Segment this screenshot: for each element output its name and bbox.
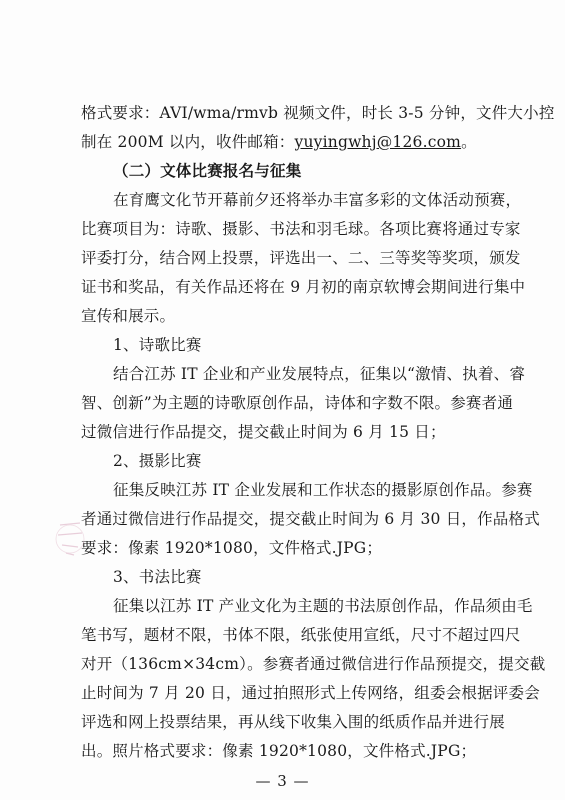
text-segment: 制在 200M 以内，收件邮箱： [81, 133, 295, 151]
paragraph-line: 笔书写，题材不限，书体不限，纸张使用宣纸，尺寸不超过四尺 [81, 626, 521, 644]
paragraph-line: 证书和奖品，有关作品还将在 9 月初的南京软博会期间进行集中 [81, 278, 526, 296]
email-link[interactable]: yuyingwhj@126.com [294, 133, 462, 151]
section-heading: （二）文体比赛报名与征集 [113, 162, 302, 180]
paragraph-line: 比赛项目为：诗歌、摄影、书法和羽毛球。各项比赛将通过专家 [81, 220, 521, 238]
paragraph-line: 智、创新”为主题的诗歌原创作品，诗体和字数不限。参赛者通 [81, 394, 514, 412]
subheading-poetry: 1、诗歌比赛 [113, 336, 202, 354]
subheading-calligraphy: 3、书法比赛 [113, 568, 202, 586]
paragraph-line: 止时间为 7 月 20 日，通过拍照形式上传网络，组委会根据评委会 [81, 684, 540, 702]
paragraph-line: 者通过微信进行作品提交，提交截止时间为 6 月 30 日，作品格式 [81, 510, 540, 528]
paragraph-line: 宣传和展示。 [81, 307, 176, 325]
paragraph-line: 过微信进行作品提交，提交截止时间为 6 月 15 日； [81, 423, 446, 441]
subheading-photography: 2、摄影比赛 [113, 452, 202, 470]
text-segment: 。 [461, 133, 477, 151]
paragraph-line: 评选和网上投票结果，再从线下收集入围的纸质作品并进行展 [81, 713, 505, 731]
paragraph-line: 评委打分，结合网上投票，评选出一、二、三等奖等奖项，颁发 [81, 249, 521, 267]
paragraph-line: 征集以江苏 IT 产业文化为主题的书法原创作品，作品须由毛 [113, 597, 533, 615]
paragraph-line: 征集反映江苏 IT 企业发展和工作状态的摄影原创作品。参赛 [113, 481, 533, 499]
text-line-2 [81, 132, 477, 152]
paragraph-line: 在育鹰文化节开幕前夕还将举办丰富多彩的文体活动预赛， [113, 191, 522, 209]
page-number: — 3 — [255, 772, 310, 790]
paragraph-line: 要求：像素 1920*1080，文件格式.JPG； [81, 539, 383, 557]
paragraph-line: 出。照片格式要求：像素 1920*1080，文件格式.JPG； [81, 742, 477, 760]
seal-stamp-mark [52, 515, 88, 561]
paragraph-line: 对开（136cm×34cm）。参赛者通过微信进行作品预提交，提交截 [81, 655, 546, 673]
text-line-1: 格式要求：AVI/wma/rmvb 视频文件，时长 3-5 分钟，文件大小控 [81, 104, 555, 122]
paragraph-line: 结合江苏 IT 企业和产业发展特点，征集以“激情、执着、睿 [113, 365, 526, 383]
